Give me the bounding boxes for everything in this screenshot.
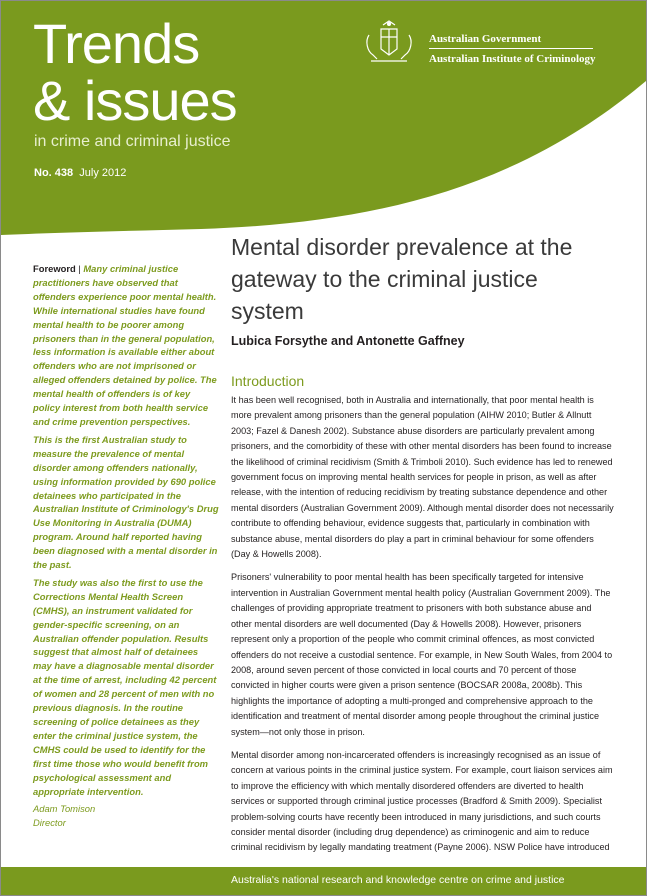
issue-number: No. 438 — [34, 167, 74, 179]
coat-of-arms-icon — [361, 19, 417, 65]
foreword-paragraph-1 — [33, 262, 219, 429]
agency-branding — [429, 31, 596, 67]
article-authors: Lubica Forsythe and Antonette Gaffney — [231, 334, 465, 348]
signer-title: Director — [33, 817, 66, 829]
body-paragraph-3: Mental disorder among non-incarcerated offenders is increasingly recognised as an issue of concern at various points in the criminal justice system. For example, court liaison services aim to improve the efficiency with which mentally disordered offenders are diverted to health services or supported through criminal justice processes (Bradford & Smith 2009). Specialist problem-solving courts have recently been introduced in many jurisdictions, and such courts consider mental disorder (including drug dependence) as criminogenic and aim to reduce criminal recidivism by legally mandating treatment (Payne 2006). NSW Police have introduced — [231, 749, 613, 853]
body-paragraph-2: Prisoners' vulnerability to poor mental health has been specifically targeted for intensive intervention in Australian Government mental health policy (Australian Government 2009). The challenges of providing appropriate treatment to prisoners with both substance abuse and other mental disorders are well documented (Day & Howells 2008). However, prisoners represent only a proportion of the people who commit criminal offences, as most convicted offenders do not receive a custodial sentence. For example, in New South Wales, from 2004 to 2008, around seven percent of those convicted in local courts and 70 percent of those convicted in higher courts were given a prison sentence (BOCSAR 2008a, 2008b). This highlights the importance of adopting a multi-pronged and comprehensive approach to the identification and treatment of mental disorder among people throughout the criminal justice system—not only those in prison. — [231, 572, 613, 737]
foreword-label: Foreword — [33, 263, 76, 274]
footer-bar — [1, 867, 646, 895]
foreword-paragraph-2: This is the first Australian study to measure the prevalence of mental disorder among offenders nationally, using information provided by 690 police detainees who participated in the Australian Institute of Criminology's Drug Use Monitoring in Australia (DUMA) program. Around half reported having been diagnosed with a mental disorder in the past. — [33, 433, 219, 571]
series-title-issues: & issues — [33, 69, 237, 132]
section-heading-introduction: Introduction — [231, 373, 305, 389]
footer-tagline: Australia's national research and knowledge centre on crime and justice — [231, 874, 565, 886]
agency-name-institute: Australian Institute of Criminology — [429, 53, 596, 65]
foreword-paragraph-3: The study was also the first to use the Corrections Mental Health Screen (CMHS), an instrument validated for gender-specific screening, on an Australian offender population. Results suggest that almost half of detainees may have a diagnosable mental disorder at the time of arrest, including 42 percent of women and 28 percent of men with no previous diagnosis. In the routine screening of police detainees as they enter the criminal justice system, the CMHS could be used to identify for the first time those who would benefit from psychological assessment and appropriate intervention. — [33, 576, 217, 797]
series-subtitle: in crime and criminal justice — [34, 133, 231, 150]
agency-name-government: Australian Government — [429, 31, 593, 49]
article-title: Mental disorder prevalence at the gateway to the criminal justice system — [231, 234, 573, 324]
issue-date: July 2012 — [79, 167, 127, 179]
foreword-separator: | — [78, 263, 81, 274]
series-title-trends: Trends — [33, 12, 200, 75]
foreword-signature — [33, 802, 219, 830]
signer-name: Adam Tomison — [33, 803, 96, 815]
article-body — [231, 393, 614, 864]
issue-info — [34, 167, 126, 179]
foreword-sidebar — [33, 262, 219, 830]
foreword-text-1: Many criminal justice practitioners have observed that offenders experience poor mental health. While international studies have found mental health to be poorer among prisoners than in the general population, less information is available either about offenders who are not imprisoned or alleged offenders detained by police. The mental health of offenders is of key policy interest from both health service and crime prevention perspectives. — [33, 263, 217, 427]
body-paragraph-1: It has been well recognised, both in Australia and internationally, that poor mental health is more prevalent among prisoners than the general population (AIHW 2010; Butler & Allnutt 2003; Fazel & Danesh 2002). Substance abuse disorders are particularly prevalent among prisoners, and the comorbidity of these with other mental disorders has been found to increase the likelihood of criminal recidivism (Smith & Trimboli 2010). Such evidence has led to renewed government focus on improving mental health services for people in prison, as well as after release, with the intention of reducing recidivism by treating substance dependence and other mental disorders (Australian Government 2009). Although mental disorder does not necessarily contribute to offending behaviour, evidence suggests that, particularly in combination with substance abuse, mental disorders do play a part in criminal behaviour for some offenders (Day & Howells 2008). — [231, 395, 614, 560]
